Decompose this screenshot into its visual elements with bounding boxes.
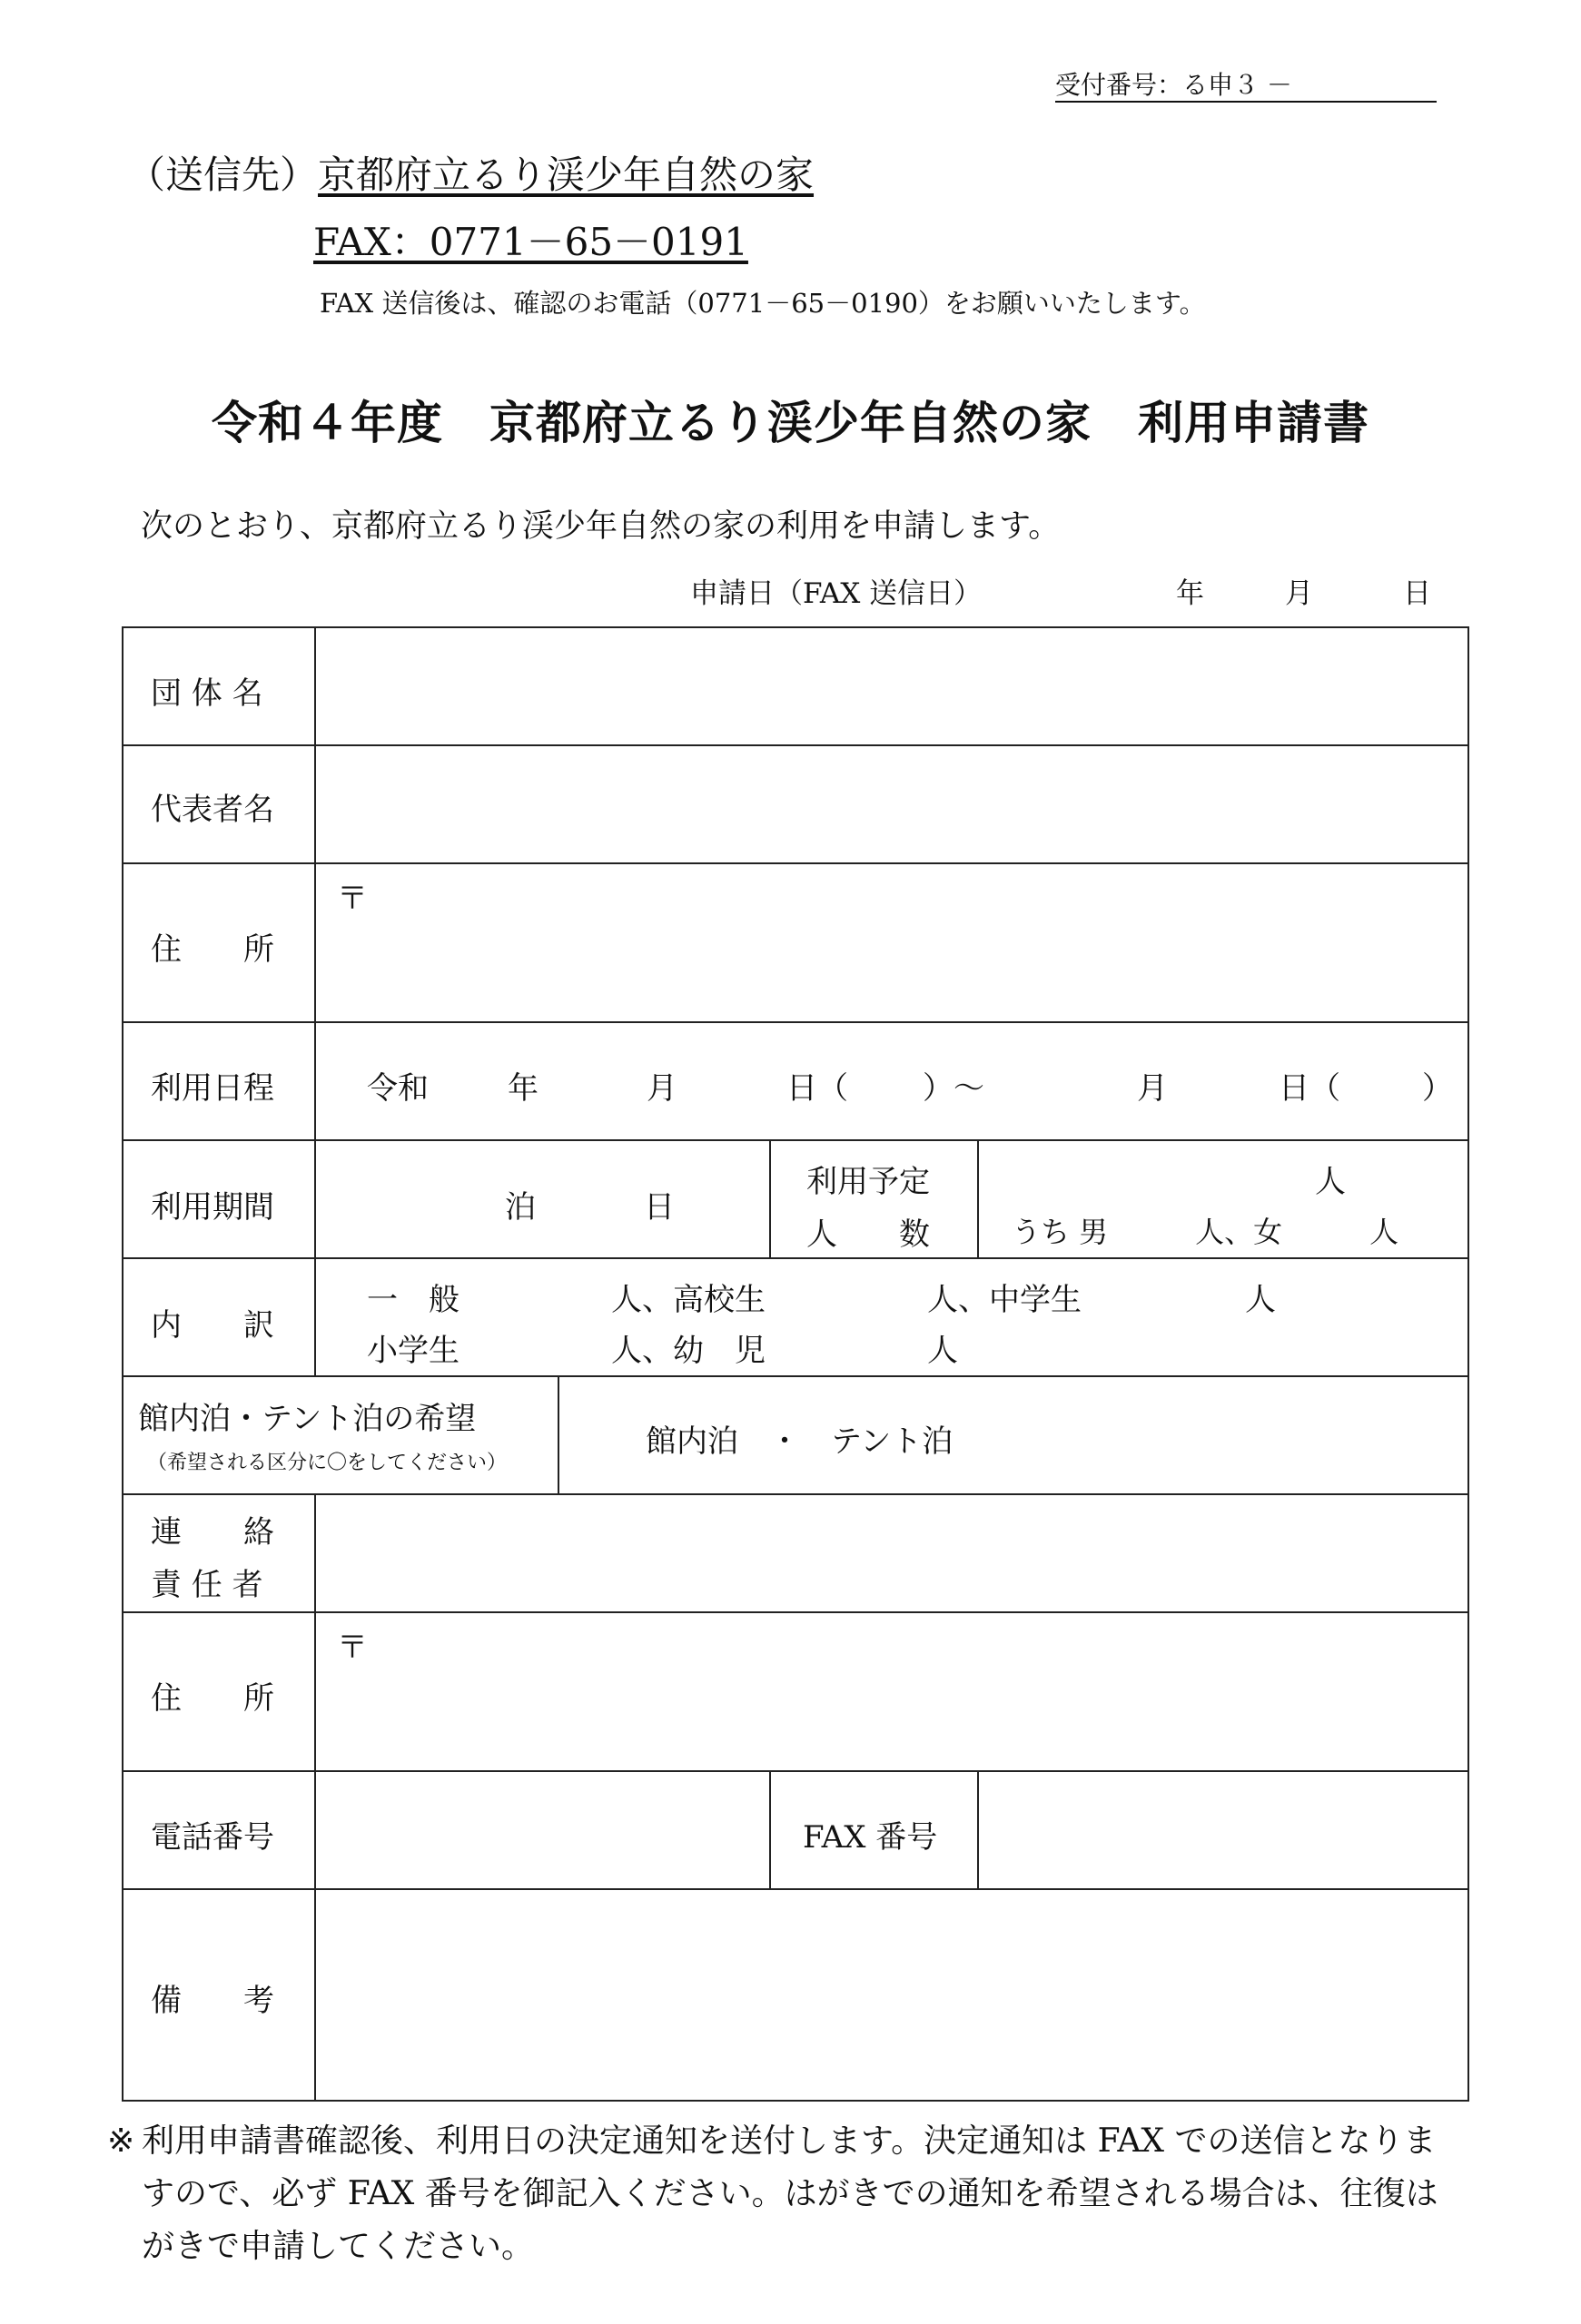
remarks-field[interactable] xyxy=(316,1890,1467,2100)
address-label: 住 所 xyxy=(151,931,274,968)
apply-date-year: 年 xyxy=(1176,577,1204,610)
breakdown-kindergarten: 人、幼 児 xyxy=(611,1333,766,1369)
reception-number: 受付番号：る申３ － xyxy=(1055,70,1292,100)
period-label: 利用期間 xyxy=(151,1189,274,1226)
contact-label-line1: 連 絡 xyxy=(151,1514,274,1551)
send-to-prefix: （送信先） xyxy=(127,153,319,197)
period-nights: 泊 xyxy=(505,1189,536,1226)
lodging-divider xyxy=(558,1375,559,1493)
period-days: 日 xyxy=(644,1189,675,1226)
breakdown-line2-end: 人 xyxy=(927,1333,958,1369)
contact-address-field[interactable] xyxy=(316,1613,1467,1769)
breakdown-line1-end: 人 xyxy=(1245,1282,1276,1318)
apply-date-month: 月 xyxy=(1285,577,1313,610)
footnote-mark: ※ xyxy=(107,2122,135,2160)
postal-mark: 〒 xyxy=(337,881,368,917)
intro-text: 次のとおり、京都府立るり渓少年自然の家の利用を申請します。 xyxy=(141,508,1061,545)
contact-person-field[interactable] xyxy=(316,1495,1467,1610)
document-title: 令和４年度 京都府立るり渓少年自然の家 利用申請書 xyxy=(212,397,1369,449)
address-field[interactable] xyxy=(316,864,1467,1020)
phone-field[interactable] xyxy=(316,1772,768,1887)
schedule-year: 年 xyxy=(508,1070,539,1107)
schedule-month-end: 月 xyxy=(1137,1070,1168,1107)
planned-label-line1: 利用予定 xyxy=(806,1164,930,1200)
contact-address-label: 住 所 xyxy=(151,1680,274,1717)
breakdown-general: 一 般 xyxy=(367,1282,459,1318)
footnote-text: 利用申請書確認後、利用日の決定通知を送付します。決定通知は FAX での送信となりますので、必ず FAX 番号を御記入ください。はがきでの通知を希望される場合は、往復はがきで申請してください。 xyxy=(142,2122,1438,2265)
row-divider xyxy=(124,1375,1467,1377)
application-form xyxy=(122,626,1469,2102)
schedule-day-open-end: 日（ xyxy=(1279,1070,1340,1107)
lodging-label: 館内泊・テント泊の希望 xyxy=(138,1401,477,1437)
planned-label-line2: 人 数 xyxy=(806,1216,930,1253)
schedule-day-open: 日（ xyxy=(786,1070,848,1107)
row-divider xyxy=(124,1021,1467,1023)
phone-divider xyxy=(769,1770,771,1888)
group-name-field[interactable] xyxy=(316,628,1467,743)
fax-label: FAX 番号 xyxy=(803,1819,938,1856)
destination-fax-number: FAX：0771－65－0191 xyxy=(313,220,748,264)
lodging-note: （希望される区分に〇をしてください） xyxy=(147,1452,508,1474)
representative-label: 代表者名 xyxy=(151,792,274,828)
schedule-label: 利用日程 xyxy=(151,1070,274,1107)
send-to-name: 京都府立るり渓少年自然の家 xyxy=(318,153,815,197)
schedule-tilde: ）～ xyxy=(923,1070,984,1107)
breakdown-elementary: 小学生 xyxy=(367,1333,459,1369)
row-divider xyxy=(124,1139,1467,1141)
schedule-era: 令和 xyxy=(367,1070,429,1107)
reception-number-line xyxy=(1055,101,1437,103)
postal-mark: 〒 xyxy=(337,1630,368,1666)
phone-label: 電話番号 xyxy=(151,1819,274,1856)
period-divider xyxy=(769,1139,771,1257)
breakdown-label: 内 訳 xyxy=(151,1307,274,1344)
lodging-options[interactable]: 館内泊 ・ テント泊 xyxy=(646,1423,954,1460)
schedule-month: 月 xyxy=(647,1070,677,1107)
group-name-label: 団 体 名 xyxy=(151,675,263,712)
apply-date-label: 申請日（FAX 送信日） xyxy=(690,577,983,610)
fax-field[interactable] xyxy=(979,1772,1467,1887)
send-to xyxy=(127,145,814,200)
planned-divider xyxy=(977,1139,979,1257)
schedule-close: ） xyxy=(1422,1070,1453,1107)
row-divider xyxy=(124,1257,1467,1259)
fax-confirmation-note: FAX 送信後は、確認のお電話（0771－65－0190）をお願いいたします。 xyxy=(320,288,1206,319)
remarks-label: 備 考 xyxy=(151,1983,274,2019)
breakdown-middle-school: 人、中学生 xyxy=(927,1282,1082,1318)
apply-date-day: 日 xyxy=(1403,577,1431,610)
planned-person: 人 xyxy=(1315,1164,1346,1200)
breakdown-high-school: 人、高校生 xyxy=(611,1282,766,1318)
representative-field[interactable] xyxy=(316,746,1467,862)
planned-gender-breakdown: うち 男 人、女 人 xyxy=(1012,1215,1399,1249)
contact-label-line2: 責 任 者 xyxy=(151,1567,263,1603)
